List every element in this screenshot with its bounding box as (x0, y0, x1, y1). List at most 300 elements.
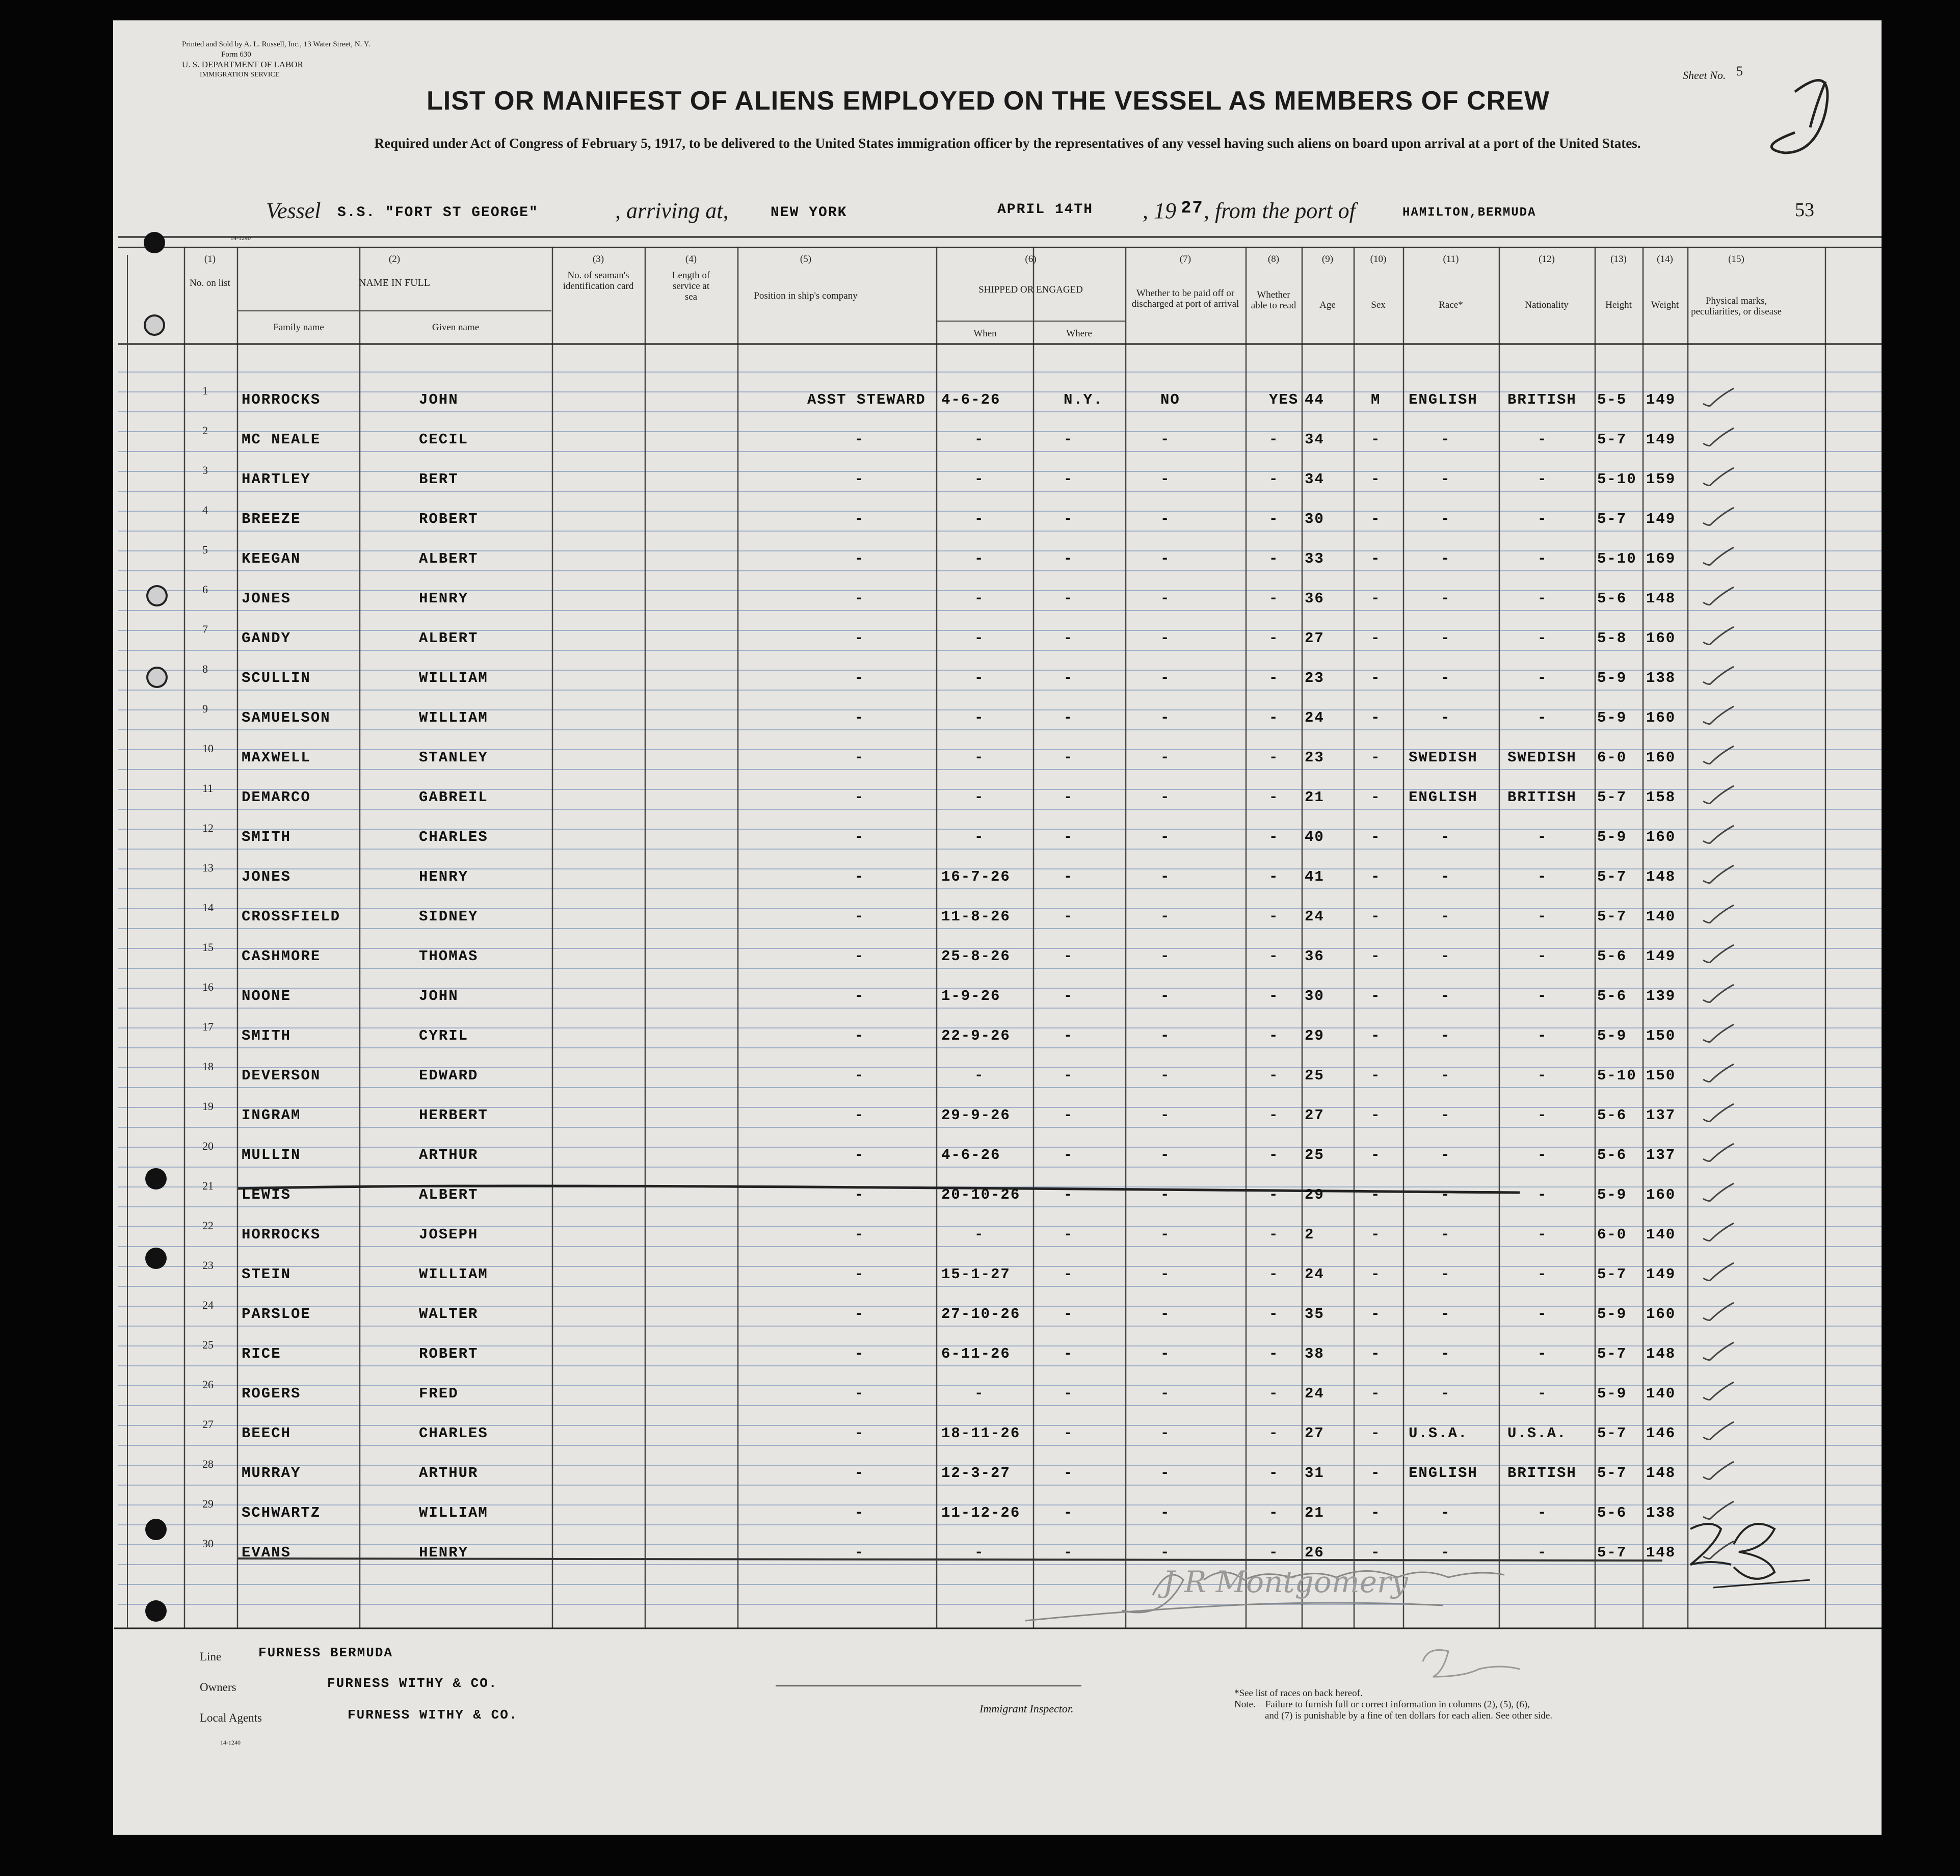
cell-no: 18 (202, 1060, 214, 1073)
agents-value: FURNESS WITHY & CO. (348, 1707, 518, 1723)
cell-no: 1 (202, 384, 208, 397)
cell-nat: U.S.A. (1507, 1425, 1567, 1442)
col11-label: Race* (1439, 300, 1463, 310)
cell-pos: - (855, 988, 865, 1005)
cell-when: - (974, 749, 985, 766)
cell-paid: - (1160, 749, 1171, 766)
cell-read: - (1269, 1266, 1279, 1283)
cell-age: 44 (1305, 391, 1325, 408)
cell-height: 5-10 (1597, 1067, 1637, 1084)
cell-age: 33 (1305, 550, 1325, 567)
cell-height: 5-7 (1597, 1425, 1627, 1442)
cell-race: - (1441, 1544, 1451, 1561)
cell-age: 34 (1305, 471, 1325, 488)
cell-where: - (1064, 948, 1074, 965)
cell-age: 25 (1305, 1147, 1325, 1164)
cell-age: 31 (1305, 1465, 1325, 1482)
col7-num: (7) (1179, 254, 1191, 265)
fine-note-1: Note.—Failure to furnish full or correct information in columns (2), (5), (6), (1234, 1699, 1530, 1710)
cell-when: - (974, 789, 985, 806)
cell-pos: - (855, 948, 865, 965)
cell-no: 12 (202, 822, 214, 834)
cell-height: 5-6 (1597, 590, 1627, 607)
cell-given: JOHN (419, 391, 459, 408)
cell-read: - (1269, 908, 1279, 925)
race-note: *See list of races on back hereof. (1234, 1688, 1363, 1699)
cell-height: 5-6 (1597, 1504, 1627, 1521)
cell-paid: - (1160, 1107, 1171, 1124)
cell-when: 18-11-26 (941, 1425, 1021, 1442)
cell-pos: - (855, 431, 865, 448)
cell-height: 5-7 (1597, 908, 1627, 925)
cell-pos: - (855, 1544, 865, 1561)
cell-sex: - (1371, 1425, 1381, 1442)
col1-label: No. on list (190, 278, 230, 288)
cell-nat: - (1538, 709, 1548, 726)
cell-pos: - (855, 1067, 865, 1084)
cell-nat: - (1538, 431, 1548, 448)
sheet-label: Sheet No. (1683, 69, 1726, 82)
cell-given: WILLIAM (419, 709, 488, 726)
cell-family: JONES (242, 590, 292, 607)
cell-when: 6-11-26 (941, 1345, 1011, 1362)
line-label: Line (200, 1650, 222, 1663)
cell-nat: - (1538, 1107, 1548, 1124)
cell-race: ENGLISH (1409, 1465, 1478, 1482)
cell-paid: NO (1160, 391, 1180, 408)
cell-height: 5-9 (1597, 1186, 1627, 1203)
cell-no: 9 (202, 702, 208, 715)
cell-given: ALBERT (419, 550, 479, 567)
cell-read: - (1269, 709, 1279, 726)
cell-given: ARTHUR (419, 1147, 479, 1164)
cell-no: 5 (202, 543, 208, 556)
form-code: 14-1240 (230, 234, 251, 242)
cell-race: - (1441, 511, 1451, 527)
cell-pos: - (855, 868, 865, 885)
cell-sex: - (1371, 550, 1381, 567)
cell-sex: - (1371, 829, 1381, 845)
cell-weight: 138 (1646, 1504, 1676, 1521)
form-number: Form 630 (221, 50, 251, 59)
cell-age: 36 (1305, 948, 1325, 965)
cell-height: 5-9 (1597, 709, 1627, 726)
cell-race: - (1441, 1266, 1451, 1283)
cell-nat: - (1538, 471, 1548, 488)
cell-height: 6-0 (1597, 1226, 1627, 1243)
cell-paid: - (1160, 1067, 1171, 1084)
cell-where: - (1064, 829, 1074, 845)
cell-where: - (1064, 1504, 1074, 1521)
col15-label: Physical marks, peculiarities, or disease (1691, 296, 1782, 317)
cell-race: - (1441, 471, 1451, 488)
cell-age: 41 (1305, 868, 1325, 885)
cell-age: 30 (1305, 511, 1325, 527)
cell-family: MAXWELL (242, 749, 311, 766)
cell-nat: - (1538, 1385, 1548, 1402)
cell-weight: 160 (1646, 1306, 1676, 1323)
cell-when: 4-6-26 (941, 1147, 1001, 1164)
cell-height: 5-7 (1597, 1345, 1627, 1362)
cell-paid: - (1160, 1504, 1171, 1521)
cell-given: ALBERT (419, 1186, 479, 1203)
cell-paid: - (1160, 948, 1171, 965)
cell-pos: - (855, 670, 865, 686)
col2-given-label: Given name (432, 322, 480, 333)
col12-num: (12) (1539, 254, 1555, 265)
page-number: 53 (1795, 199, 1814, 221)
cell-race: - (1441, 590, 1451, 607)
cell-where: - (1064, 908, 1074, 925)
cell-paid: - (1160, 1544, 1171, 1561)
cell-sex: - (1371, 948, 1381, 965)
cell-race: - (1441, 1107, 1451, 1124)
col14-label: Weight (1651, 300, 1679, 310)
cell-when: - (974, 431, 985, 448)
cell-no: 24 (202, 1299, 214, 1311)
cell-nat: - (1538, 1306, 1548, 1323)
cell-weight: 140 (1646, 1385, 1676, 1402)
cell-race: - (1441, 908, 1451, 925)
cell-age: 36 (1305, 590, 1325, 607)
cell-where: - (1064, 431, 1074, 448)
cell-family: SCULLIN (242, 670, 311, 686)
cell-race: - (1441, 868, 1451, 885)
cell-given: WILLIAM (419, 670, 488, 686)
cell-weight: 149 (1646, 391, 1676, 408)
cell-no: 30 (202, 1537, 214, 1550)
cell-race: - (1441, 988, 1451, 1005)
cell-sex: - (1371, 709, 1381, 726)
cell-race: - (1441, 1186, 1451, 1203)
cell-family: KEEGAN (242, 550, 301, 567)
cell-height: 5-7 (1597, 789, 1627, 806)
cell-pos: - (855, 471, 865, 488)
cell-age: 38 (1305, 1345, 1325, 1362)
cell-read: - (1269, 789, 1279, 806)
cell-given: THOMAS (419, 948, 479, 965)
col4-label: Length of service at sea (672, 270, 710, 302)
punch-hole (145, 1168, 167, 1190)
cell-paid: - (1160, 1186, 1171, 1203)
cell-weight: 169 (1646, 550, 1676, 567)
cell-height: 5-7 (1597, 1544, 1627, 1561)
col8-num: (8) (1267, 254, 1280, 265)
cell-race: - (1441, 1226, 1451, 1243)
cell-nat: - (1538, 908, 1548, 925)
cell-nat: - (1538, 1027, 1548, 1044)
cell-paid: - (1160, 868, 1171, 885)
cell-nat: - (1538, 590, 1548, 607)
col4-num: (4) (685, 254, 697, 265)
cell-sex: - (1371, 988, 1381, 1005)
cell-sex: - (1371, 1544, 1381, 1561)
cell-no: 4 (202, 504, 208, 516)
vessel-label: Vessel (266, 198, 321, 223)
cell-no: 11 (202, 782, 214, 795)
cell-height: 5-7 (1597, 1465, 1627, 1482)
cell-family: HORROCKS (242, 391, 321, 408)
cell-paid: - (1160, 1345, 1171, 1362)
cell-height: 5-8 (1597, 630, 1627, 647)
cell-paid: - (1160, 471, 1171, 488)
cell-family: LEWIS (242, 1186, 292, 1203)
cell-sex: - (1371, 1186, 1381, 1203)
cell-where: - (1064, 1385, 1074, 1402)
cell-given: HENRY (419, 590, 469, 607)
cell-race: - (1441, 1345, 1451, 1362)
cell-weight: 139 (1646, 988, 1676, 1005)
cell-weight: 160 (1646, 749, 1676, 766)
cell-family: NOONE (242, 988, 292, 1005)
col5-num: (5) (800, 254, 812, 265)
cell-pos: - (855, 1226, 865, 1243)
cell-sex: - (1371, 1226, 1381, 1243)
cell-race: - (1441, 1027, 1451, 1044)
cell-where: - (1064, 1425, 1074, 1442)
cell-when: 4-6-26 (941, 391, 1001, 408)
cell-height: 5-9 (1597, 1027, 1627, 1044)
manifest-sheet (113, 20, 1882, 1835)
cell-where: - (1064, 1544, 1074, 1561)
cell-race: - (1441, 709, 1451, 726)
cell-pos: - (855, 1147, 865, 1164)
cell-nat: - (1538, 829, 1548, 845)
cell-paid: - (1160, 670, 1171, 686)
cell-sex: - (1371, 908, 1381, 925)
cell-given: HERBERT (419, 1107, 488, 1124)
cell-when: 1-9-26 (941, 988, 1001, 1005)
cell-read: - (1269, 988, 1279, 1005)
cell-read: - (1269, 1465, 1279, 1482)
cell-when: 16-7-26 (941, 868, 1011, 885)
cell-read: - (1269, 590, 1279, 607)
inspector-label: Immigrant Inspector. (979, 1702, 1074, 1715)
cell-nat: - (1538, 1226, 1548, 1243)
cell-race: ENGLISH (1409, 789, 1478, 806)
cell-sex: - (1371, 1107, 1381, 1124)
cell-paid: - (1160, 1226, 1171, 1243)
cell-race: U.S.A. (1409, 1425, 1468, 1442)
arrival-port: NEW YORK (771, 205, 847, 221)
cell-sex: - (1371, 1147, 1381, 1164)
cell-pos: - (855, 789, 865, 806)
cell-weight: 160 (1646, 709, 1676, 726)
col13-num: (13) (1610, 254, 1627, 265)
cell-nat: SWEDISH (1507, 749, 1577, 766)
cell-no: 17 (202, 1020, 214, 1033)
cell-pos: - (855, 1504, 865, 1521)
col6-when-label: When (973, 328, 997, 339)
cell-no: 27 (202, 1418, 214, 1431)
from-label: , from the port of (1204, 198, 1356, 223)
cell-when: 25-8-26 (941, 948, 1011, 965)
cell-given: EDWARD (419, 1067, 479, 1084)
cell-no: 2 (202, 424, 208, 437)
col14-num: (14) (1657, 254, 1673, 265)
cell-no: 15 (202, 941, 214, 954)
cell-where: - (1064, 1266, 1074, 1283)
cell-weight: 160 (1646, 829, 1676, 845)
inspector-signature: J R Montgomery (1163, 1565, 1408, 1599)
cell-height: 5-7 (1597, 511, 1627, 527)
cell-sex: - (1371, 1504, 1381, 1521)
col6-where-label: Where (1066, 328, 1092, 339)
cell-pos: - (855, 1465, 865, 1482)
cell-nat: - (1538, 1345, 1548, 1362)
cell-paid: - (1160, 590, 1171, 607)
cell-weight: 148 (1646, 590, 1676, 607)
cell-when: 27-10-26 (941, 1306, 1021, 1323)
col13-label: Height (1605, 300, 1632, 310)
cell-no: 13 (202, 861, 214, 874)
cell-pos: - (855, 1425, 865, 1442)
col3-label: No. of seaman's identification card (563, 270, 634, 292)
cell-where: - (1064, 630, 1074, 647)
cell-read: - (1269, 1107, 1279, 1124)
cell-weight: 148 (1646, 1544, 1676, 1561)
cell-no: 25 (202, 1338, 214, 1351)
cell-height: 5-5 (1597, 391, 1627, 408)
cell-given: STANLEY (419, 749, 488, 766)
col2-label: NAME IN FULL (359, 277, 430, 288)
cell-paid: - (1160, 789, 1171, 806)
cell-when: 20-10-26 (941, 1186, 1021, 1203)
cell-paid: - (1160, 1385, 1171, 1402)
cell-when: - (974, 1544, 985, 1561)
cell-weight: 149 (1646, 948, 1676, 965)
cell-when: 29-9-26 (941, 1107, 1011, 1124)
cell-family: HARTLEY (242, 471, 311, 488)
punch-hole (144, 232, 165, 253)
cell-sex: - (1371, 1067, 1381, 1084)
cell-family: RICE (242, 1345, 281, 1362)
cell-race: - (1441, 670, 1451, 686)
department: U. S. DEPARTMENT OF LABOR (182, 60, 303, 69)
col6-label: SHIPPED OR ENGAGED (978, 284, 1083, 295)
cell-pos: - (855, 1306, 865, 1323)
cell-given: BERT (419, 471, 459, 488)
cell-read: - (1269, 1385, 1279, 1402)
cell-pos: - (855, 1027, 865, 1044)
cell-family: BREEZE (242, 511, 301, 527)
cell-age: 34 (1305, 431, 1325, 448)
cell-given: JOSEPH (419, 1226, 479, 1243)
cell-where: - (1064, 988, 1074, 1005)
cell-nat: - (1538, 948, 1548, 965)
col6-num: (6) (1025, 254, 1037, 265)
cell-given: HENRY (419, 868, 469, 885)
cell-age: 40 (1305, 829, 1325, 845)
cell-family: PARSLOE (242, 1306, 311, 1323)
cell-pos: - (855, 1107, 865, 1124)
cell-pos: - (855, 1385, 865, 1402)
cell-race: - (1441, 1306, 1451, 1323)
col12-label: Nationality (1525, 300, 1569, 310)
cell-where: - (1064, 550, 1074, 567)
cell-height: 5-10 (1597, 550, 1637, 567)
cell-sex: - (1371, 431, 1381, 448)
cell-weight: 140 (1646, 1226, 1676, 1243)
cell-given: FRED (419, 1385, 459, 1402)
cell-sex: - (1371, 868, 1381, 885)
cell-paid: - (1160, 1465, 1171, 1482)
cell-pos: - (855, 1186, 865, 1203)
punch-hole (144, 314, 165, 336)
cell-read: - (1269, 471, 1279, 488)
col2-num: (2) (388, 254, 401, 265)
cell-read: - (1269, 1067, 1279, 1084)
cell-nat: BRITISH (1507, 1465, 1577, 1482)
cell-no: 8 (202, 663, 208, 675)
cell-given: GABREIL (419, 789, 488, 806)
cell-height: 5-9 (1597, 1385, 1627, 1402)
owners-value: FURNESS WITHY & CO. (327, 1676, 498, 1691)
cell-height: 5-7 (1597, 1266, 1627, 1283)
cell-where: - (1064, 1306, 1074, 1323)
cell-weight: 159 (1646, 471, 1676, 488)
cell-when: - (974, 1067, 985, 1084)
cell-pos: - (855, 1345, 865, 1362)
cell-weight: 138 (1646, 670, 1676, 686)
cell-no: 21 (202, 1179, 214, 1192)
footer-form-code: 14-1240 (220, 1739, 241, 1746)
cell-read: - (1269, 1147, 1279, 1164)
cell-pos: ASST STEWARD (807, 391, 926, 408)
col7-label: Whether to be paid off or discharged at port of arrival (1131, 288, 1239, 309)
cell-where: - (1064, 1465, 1074, 1482)
cell-where: - (1064, 1067, 1074, 1084)
cell-age: 23 (1305, 670, 1325, 686)
cell-weight: 158 (1646, 789, 1676, 806)
cell-weight: 160 (1646, 1186, 1676, 1203)
cell-sex: - (1371, 1345, 1381, 1362)
cell-nat: - (1538, 1067, 1548, 1084)
cell-no: 14 (202, 901, 214, 914)
cell-family: GANDY (242, 630, 292, 647)
cell-sex: - (1371, 511, 1381, 527)
cell-nat: BRITISH (1507, 391, 1577, 408)
arrival-date: APRIL 14TH (997, 202, 1094, 218)
cell-pos: - (855, 630, 865, 647)
cell-when: - (974, 670, 985, 686)
cell-where: - (1064, 1186, 1074, 1203)
cell-no: 3 (202, 464, 208, 477)
cell-no: 10 (202, 742, 214, 755)
cell-pos: - (855, 511, 865, 527)
cell-family: BEECH (242, 1425, 292, 1442)
cell-no: 23 (202, 1259, 214, 1272)
punch-hole (146, 585, 168, 606)
cell-race: SWEDISH (1409, 749, 1478, 766)
cell-sex: - (1371, 1306, 1381, 1323)
cell-nat: - (1538, 988, 1548, 1005)
sheet-number: 5 (1736, 64, 1743, 78)
cell-no: 26 (202, 1378, 214, 1391)
cell-when: - (974, 590, 985, 607)
arriving-label: , arriving at, (615, 198, 729, 223)
cell-where: - (1064, 670, 1074, 686)
cell-read: YES (1269, 391, 1299, 408)
agents-label: Local Agents (200, 1711, 262, 1724)
cell-weight: 149 (1646, 511, 1676, 527)
cell-paid: - (1160, 908, 1171, 925)
cell-pos: - (855, 550, 865, 567)
col9-num: (9) (1321, 254, 1334, 265)
cell-weight: 149 (1646, 431, 1676, 448)
cell-given: ROBERT (419, 1345, 479, 1362)
cell-where: - (1064, 511, 1074, 527)
